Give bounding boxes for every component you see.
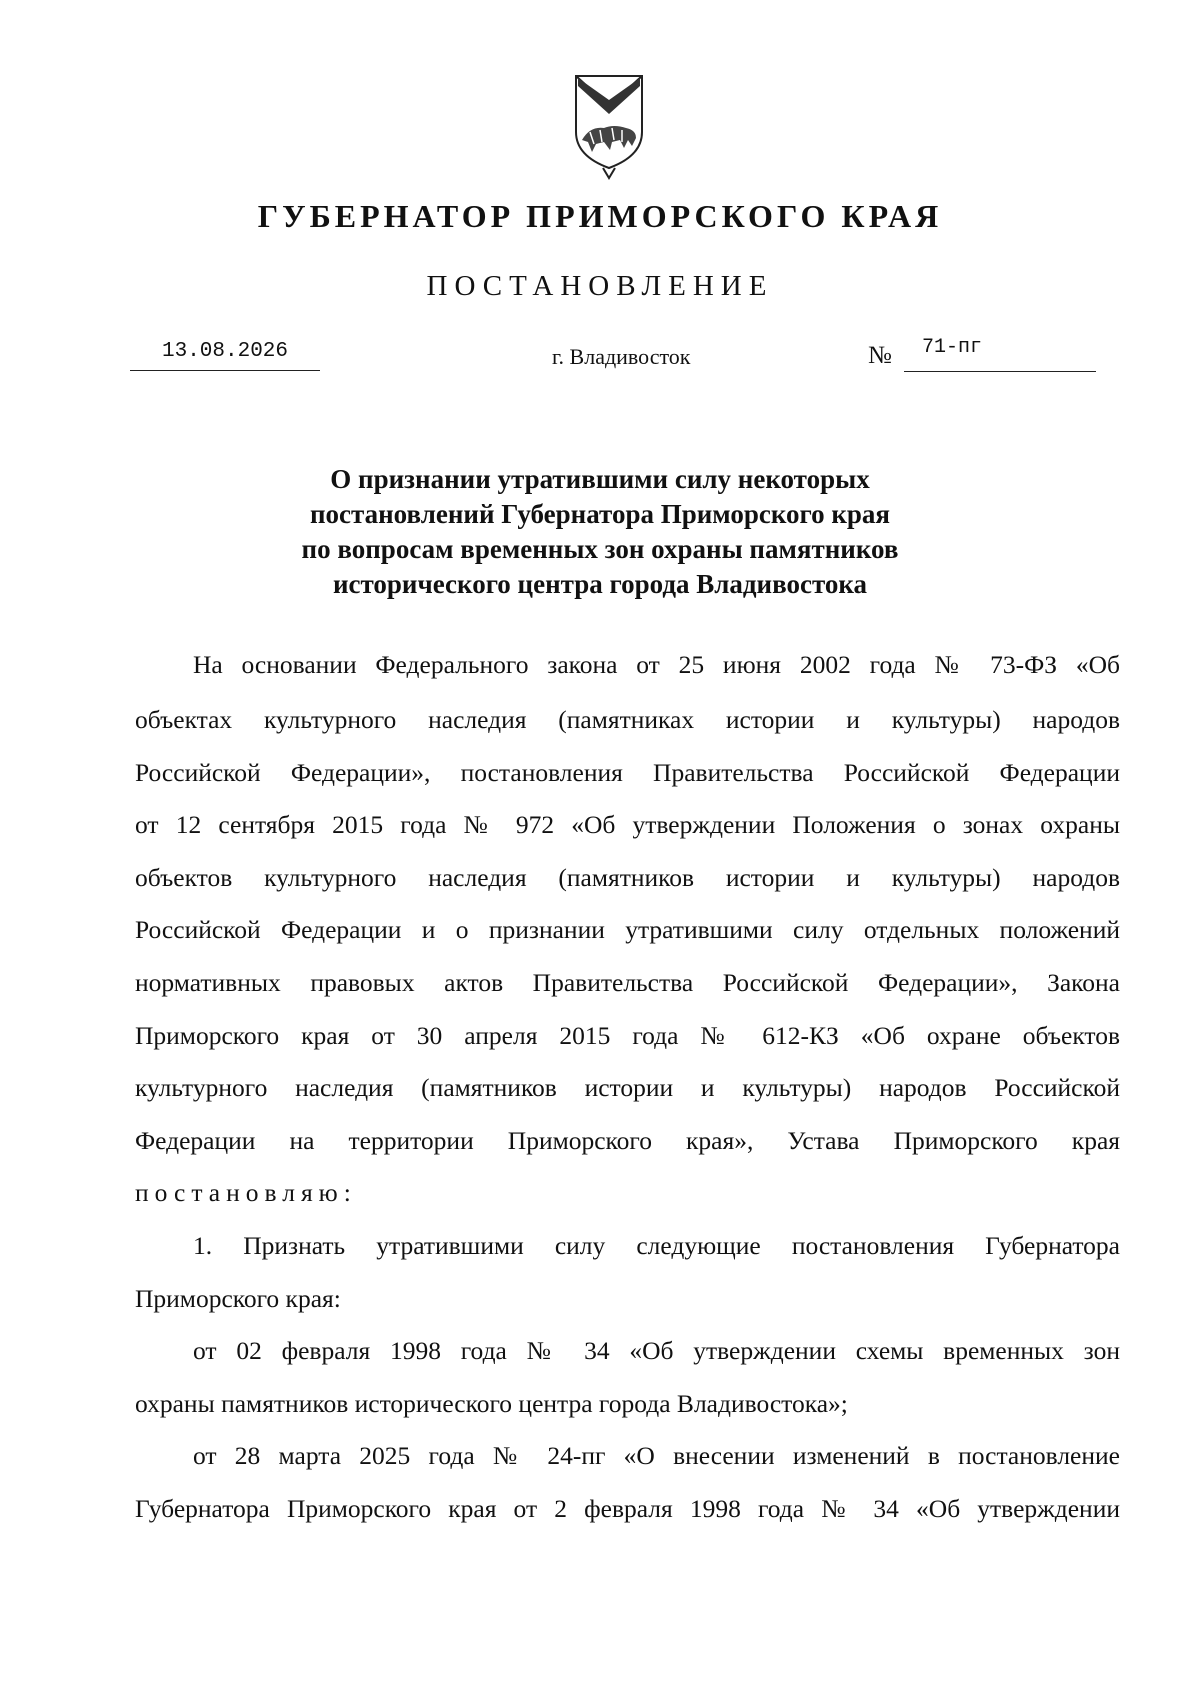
body-line: 1. Признать утратившими силу следующие постановления Губернатора xyxy=(193,1231,1120,1260)
body-line: Российской Федерации», постановления Правительства Российской Федерации xyxy=(135,758,1120,787)
body-line: культурного наследия (памятников истории и культуры) народов Российской xyxy=(135,1073,1120,1102)
body-line: объектов культурного наследия (памятников истории и культуры) народов xyxy=(135,863,1120,892)
body-line: На основании Федерального закона от 25 июня 2002 года № 73-ФЗ «Об xyxy=(193,650,1120,679)
title-line: по вопросам временных зон охраны памятников xyxy=(301,534,899,564)
body-line: Российской Федерации и о признании утратившими силу отдельных положений xyxy=(135,915,1120,944)
title-line: О признании утратившими силу некоторых xyxy=(330,464,870,494)
number-sign: № xyxy=(868,342,892,369)
body-line: от 02 февраля 1998 года № 34 «Об утверждении схемы временных зон xyxy=(193,1336,1120,1365)
body-line: от 28 марта 2025 года № 24-пг «О внесении изменений в постановление xyxy=(193,1441,1120,1470)
body-line: объектах культурного наследия (памятниках истории и культуры) народов xyxy=(135,705,1120,734)
body-line: нормативных правовых актов Правительства Российской Федерации», Закона xyxy=(135,968,1120,997)
body-line: охраны памятников исторического центра города Владивостока»; xyxy=(135,1389,848,1418)
body-line: от 12 сентября 2015 года № 972 «Об утверждении Положения о зонах охраны xyxy=(135,810,1120,839)
document-title xyxy=(260,462,940,602)
title-line: постановлений Губернатора Приморского края xyxy=(309,499,891,529)
coat-of-arms-icon xyxy=(570,70,648,180)
number-underline xyxy=(904,371,1096,372)
body-line: Приморского края: xyxy=(135,1284,341,1313)
document-number xyxy=(868,336,1096,372)
document-type: ПОСТАНОВЛЕНИЕ xyxy=(426,270,774,302)
document-city: г. Владивосток xyxy=(552,344,691,369)
body-line: Губернатора Приморского края от 2 февраля 1998 года № 34 «Об утверждении xyxy=(135,1494,1120,1523)
title-line: исторического центра города Владивостока xyxy=(332,569,868,599)
document-date: 13.08.2026 xyxy=(130,338,320,371)
resolution-word: постановляю: xyxy=(135,1178,357,1207)
number-value: 71-пг xyxy=(922,336,983,359)
issuing-authority: ГУБЕРНАТОР ПРИМОРСКОГО КРАЯ xyxy=(257,198,943,234)
body-line: Федерации на территории Приморского края», Устава Приморского края xyxy=(135,1126,1120,1155)
body-line: Приморского края от 30 апреля 2015 года № 612-КЗ «Об охране объектов xyxy=(135,1021,1120,1050)
